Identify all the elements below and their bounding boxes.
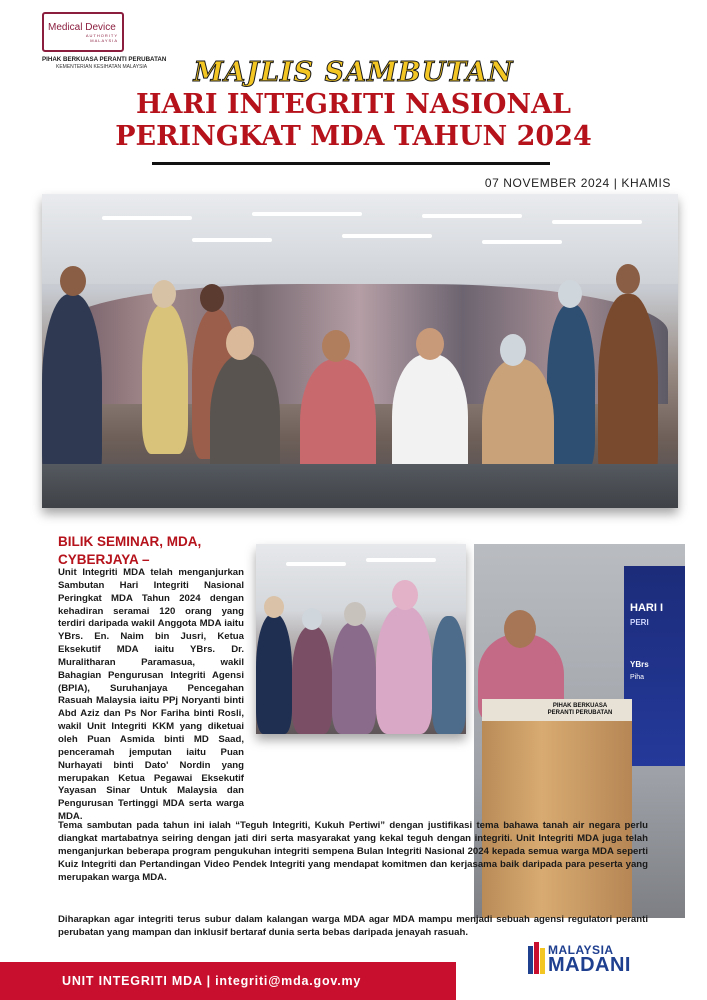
person-head [322,330,350,362]
ceiling-light [552,220,642,224]
location-heading [58,533,201,569]
location-line-1: BILIK SEMINAR, MDA, [58,534,202,549]
mda-logo [42,12,167,70]
logo-main-text: Medical Device [48,21,116,33]
person [292,626,332,734]
podium-label-2: PERANTI PERUBATAN [547,710,613,716]
footer-contact: UNIT INTEGRITI MDA | integriti@mda.gov.my [62,974,362,988]
logo-ministry-name: KEMENTERIAN KESIHATAN MALAYSIA [56,64,148,70]
ceiling-light [366,558,436,562]
podium-label-1: PIHAK BERKUASA [552,703,608,709]
screen-text-4: Piha [630,674,645,681]
speaker-head [504,610,536,648]
podium-top [482,699,632,721]
person-head [302,608,322,630]
ceiling-light [192,238,272,242]
person-head [226,326,254,360]
person [142,304,188,454]
person-head [200,284,224,312]
person-head [344,602,366,626]
audience-photo [256,544,466,734]
person [432,616,466,734]
person-head [616,264,640,294]
group-photo [42,194,678,508]
ceiling-light [482,240,562,244]
ceiling-light [102,216,192,220]
ceiling-light [252,212,362,216]
podium-label [530,703,630,717]
madani-top-text: MALAYSIA [548,943,614,957]
logo-sub-text-1: AUTHORITY [85,32,118,38]
event-date: 07 NOVEMBER 2024 | KHAMIS [484,176,671,190]
screen-text-1: HARI I [630,602,663,614]
logo-badge [42,12,124,52]
person [376,606,432,734]
ceiling-light [342,234,432,238]
floor [42,464,678,508]
person-head [416,328,444,360]
paragraph-2: Tema sambutan pada tahun ini ialah “Teguh Integriti, Kukuh Pertiwi” dengan justifikasi tema bahawa tanah air negara perlu diangkat martabatnya seiring dengan jati diri serta masyarakat yang kekal teguh dengan integriti. Unit Integriti MDA juga telah menganjurkan beberapa program pengukuhan integriti sempena Bulan Integriti Nasional 2024 kepada semua warga MDA seperti Kuiz Integriti dan Pertandingan Video Pendek Integriti yang mendapat komitmen dan kerjasama baik daripada para peserta yang merupakan warga MDA. [58,820,648,883]
paragraph-3: Diharapkan agar integriti terus subur dalam kalangan warga MDA agar MDA mampu menjadi sebuah agensi regulatori peranti perubatan yang mampan dan inklusif bertaraf dunia serta bebas daripada jenayah rasuah. [58,914,648,938]
person [256,614,292,734]
person-head [500,334,526,366]
madani-bottom-text: MADANI [548,954,631,976]
person-head [264,596,284,618]
malaysia-madani-logo [526,940,656,976]
podium [482,699,632,918]
madani-emblem-icon [526,940,548,976]
photo-ceiling [42,194,678,284]
title-divider [152,162,550,165]
paragraph-1: Unit Integriti MDA telah menganjurkan Sambutan Hari Integriti Nasional Peringkat MDA Tahun 2024 dengan kehadiran seramai 120 orang yang terdiri daripada wakil Anggota MDA iaitu YBrs. En. Naim bin Jusri, Ketua Eksekutif MDA iaitu YBrs. Dr. Muralitharan Paramasua, wakil Bahagian Pengurusan Integriti Agensi (BPIA), Suruhanjaya Pencegahan Rasuah Malaysia iaitu PPj Noryanti binti Abd Aziz dan Ps Nor Fariha binti Rosli, wakil Unit Integriti KKM yang diketuai oleh Puan Asmida binti MD Saad, penceramah jemputan iaitu Puan Nurhayati binti Dato' Nordin yang merupakan Ketua Pegawai Eksekutif Yayasan Sinar Untuk Malaysia dan Pengurusan Tertinggi MDA serta warga MDA. [58,567,244,823]
logo-sub-text-2: MALAYSIA [90,37,118,43]
person-head [60,266,86,296]
person-head [392,580,418,610]
logo-org-name: PIHAK BERKUASA PERANTI PERUBATAN [42,56,167,63]
screen-text-2: PERI [630,618,649,627]
person-head [558,280,582,308]
title-line-2: HARI INTEGRITI NASIONAL [135,89,572,120]
person [547,304,595,474]
title-line-1: MAJLIS SAMBUTAN [193,57,514,88]
location-line-2: CYBERJAYA – [58,552,150,567]
screen-text-3: YBrs [630,660,649,669]
title-line-3: PERINGKAT MDA TAHUN 2024 [115,121,592,152]
ceiling-light [286,562,346,566]
person-head [152,280,176,308]
ceiling-light [422,214,522,218]
person [332,622,376,734]
projection-screen [624,566,685,766]
